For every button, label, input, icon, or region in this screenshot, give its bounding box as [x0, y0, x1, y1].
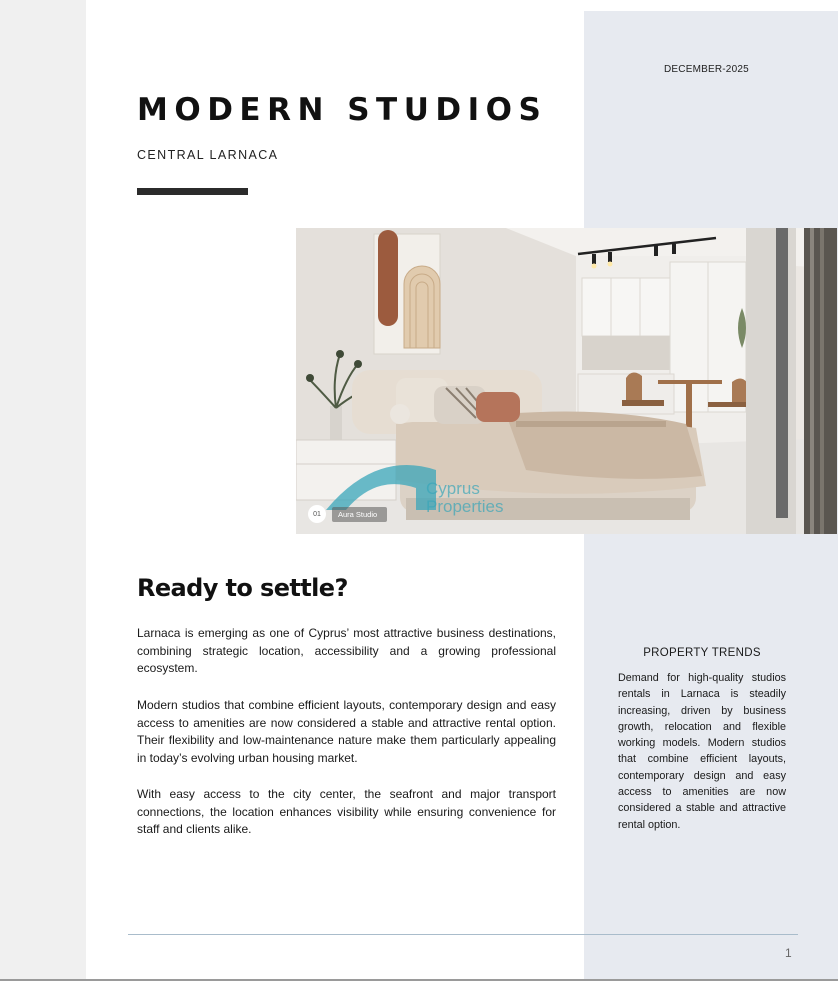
document-page: [86, 0, 838, 979]
body-paragraph: Modern studios that combine efficient layouts, contemporary design and easy access to amenities are now considered a stable and attractive rental option. Their flexibility and low-maintenance nature make them particularly appealing in today’s evolving urban housing market.: [137, 698, 556, 765]
photo-number-badge: 01: [308, 505, 326, 523]
svg-text:Cyprus: Cyprus: [426, 479, 480, 498]
sidebar-text: Demand for high-quality studios rentals in Larnaca is steadily increasing, driven by business growth, relocation and flexible working models. Modern studios that combine efficient layouts, contemporary design and easy access to amenities are now considered a stable and attractive rental option.: [618, 672, 786, 831]
page-subtitle: CENTRAL LARNACA: [137, 148, 279, 162]
footer-divider: [128, 934, 798, 935]
body-paragraph: Larnaca is emerging as one of Cyprus’ most attractive business destinations, combining strategic location, accessibility and a growing professional ecosystem.: [137, 626, 556, 676]
body-paragraph: With easy access to the city center, the seafront and major transport connections, the location enhances visibility while ensuring convenience for staff and clients alike.: [137, 787, 556, 837]
sidebar-heading: PROPERTY TRENDS: [643, 647, 761, 659]
studio-photo: [296, 228, 837, 534]
document-date: DECEMBER-2025: [664, 64, 749, 75]
photo-caption: [308, 505, 387, 523]
section-heading: Ready to settle?: [137, 574, 348, 602]
page-number: 1: [785, 946, 792, 960]
page-title: MODERN STUDIOS: [137, 92, 548, 128]
svg-text:Properties: Properties: [426, 497, 504, 516]
photo-caption-label: Aura Studio: [332, 507, 387, 522]
bedroom-illustration: [296, 228, 837, 534]
title-accent-bar: [137, 188, 248, 195]
